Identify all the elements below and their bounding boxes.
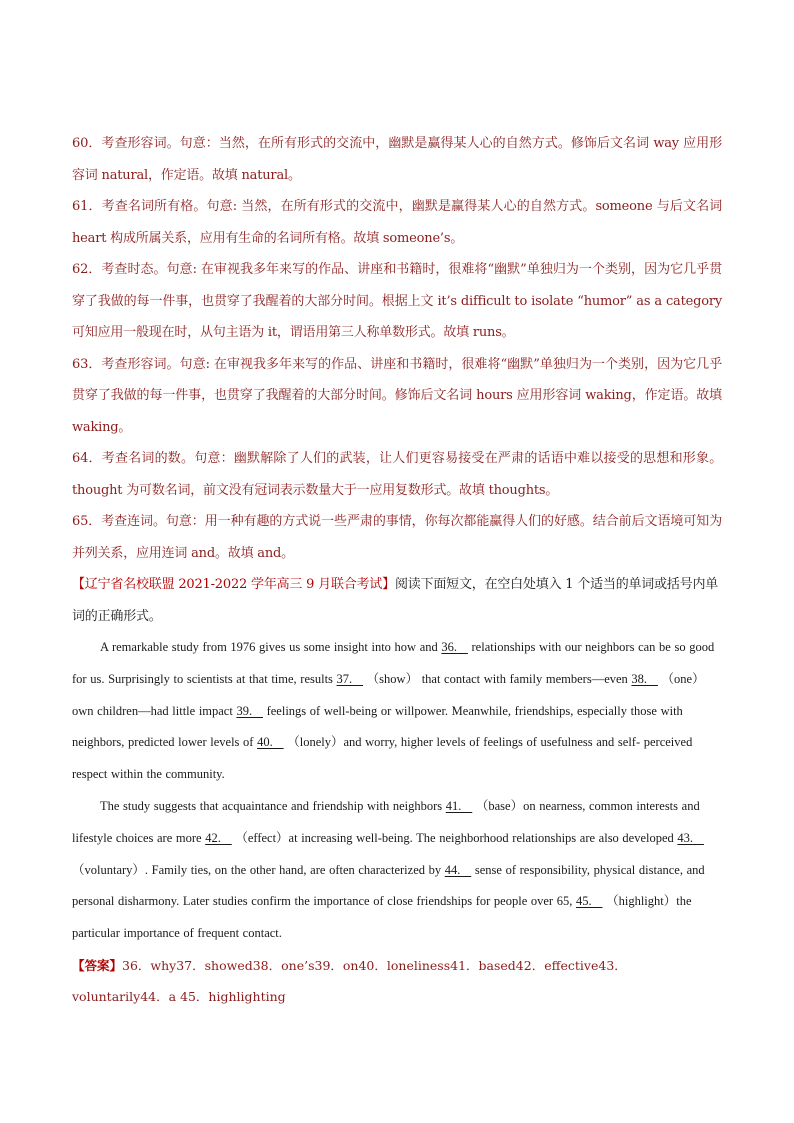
blank-41: 41. xyxy=(445,798,473,813)
answer-text: 36．why37．showed38．one’s39．on40．loneliness41．based42．effective43．voluntarily44．a 45．highlighting xyxy=(72,957,627,1004)
passage-text: （lonely）and worry, higher levels of feelings of usefulness and self- perceived respect within the community. xyxy=(72,735,693,782)
passage-text: sense of responsibility, physical distance, and personal disharmony. Later studies confirm the importance of close friendships for people over 65, xyxy=(72,862,705,909)
passage-text: A remarkable study from 1976 gives us some insight into how and xyxy=(100,640,442,654)
passage-text: （one）own children—had little impact xyxy=(72,671,705,718)
blank-36: 36. xyxy=(441,640,468,654)
explanation-63: 63．考查形容词。句意: 在审视我多年来写的作品、讲座和书籍时，很难将“幽默”单独归为一个类别，因为它几乎贯穿了我做的每一件事，也贯穿了我醒着的大部分时间。修饰后文名词 hours 应用形容词 waking，作定语。故填 waking。 xyxy=(72,356,722,435)
passage-paragraph-1 xyxy=(72,632,722,791)
blank-43: 43. xyxy=(677,830,704,845)
passage-text: （show） that contact with family members—even xyxy=(363,671,632,686)
passage-text: （highlight）the particular importance of frequent contact. xyxy=(72,894,692,941)
passage-text: （base）on nearness, common interests and lifestyle choices are more xyxy=(72,798,700,845)
explanation-60: 60．考查形容词。句意：当然，在所有形式的交流中，幽默是赢得某人心的自然方式。修饰后文名词 way 应用形容词 natural，作定语。故填 natural。 xyxy=(72,136,722,183)
blank-45: 45. xyxy=(575,894,603,909)
blank-44: 44. xyxy=(444,862,472,877)
document-page xyxy=(72,128,722,1012)
passage-text: feelings of well-being or willpower. Meanwhile, friendships, especially those with neighbors, predicted lower levels of xyxy=(72,703,683,750)
exercise-source xyxy=(72,569,722,632)
blank-38: 38. xyxy=(631,671,658,686)
answer-key xyxy=(72,950,722,1012)
passage-text: （voluntary）. Family ties, on the other hand, are often characterized by xyxy=(72,862,445,877)
instruction-text: 阅读下面短文，在空白处填入 1 个适当的单词或括号内单词的正确形式。 xyxy=(72,577,719,624)
blank-40: 40. xyxy=(257,735,284,750)
explanation-65: 65．考查连词。句意：用一种有趣的方式说一些严肃的事情，你每次都能赢得人们的好感。结合前后文语境可知为并列关系，应用连词 and。故填 and。 xyxy=(72,514,722,561)
source-title: 【辽宁省名校联盟 2021-2022 学年高三 9 月联合考试】 xyxy=(72,577,395,592)
passage-text: The study suggests that acquaintance and friendship with neighbors xyxy=(100,798,446,813)
explanation-61: 61．考查名词所有格。句意: 当然，在所有形式的交流中，幽默是赢得某人心的自然方式。someone 与后文名词 heart 构成所属关系，应用有生命的名词所有格。故填 someone’s。 xyxy=(72,199,722,246)
answer-label: 【答案】 xyxy=(72,957,123,973)
explanation-64: 64．考查名词的数。句意：幽默解除了人们的武装，让人们更容易接受在严肃的话语中难以接受的思想和形象。thought 为可数名词，前文没有冠词表示数量大于一应用复数形式。故填 thoughts。 xyxy=(72,451,722,498)
passage-paragraph-2 xyxy=(72,791,722,950)
explanation-62: 62．考查时态。句意: 在审视我多年来写的作品、讲座和书籍时，很难将“幽默”单独归为一个类别，因为它几乎贯穿了我做的每一件事，也贯穿了我醒着的大部分时间。根据上文 it’s difficult to isolate “humor” as a category 可知应用一般现在时，从句主语为 it，谓语用第三人称单数形式。故填 runs。 xyxy=(72,262,722,340)
blank-39: 39. xyxy=(236,703,263,718)
blank-37: 37. xyxy=(336,671,364,686)
passage-text: （effect）at increasing well-being. The neighborhood relationships are also developed xyxy=(231,830,678,845)
blank-42: 42. xyxy=(205,830,232,845)
passage-text: relationships with our neighbors can be so good for us. Surprisingly to scientists at that time, results xyxy=(72,640,715,686)
